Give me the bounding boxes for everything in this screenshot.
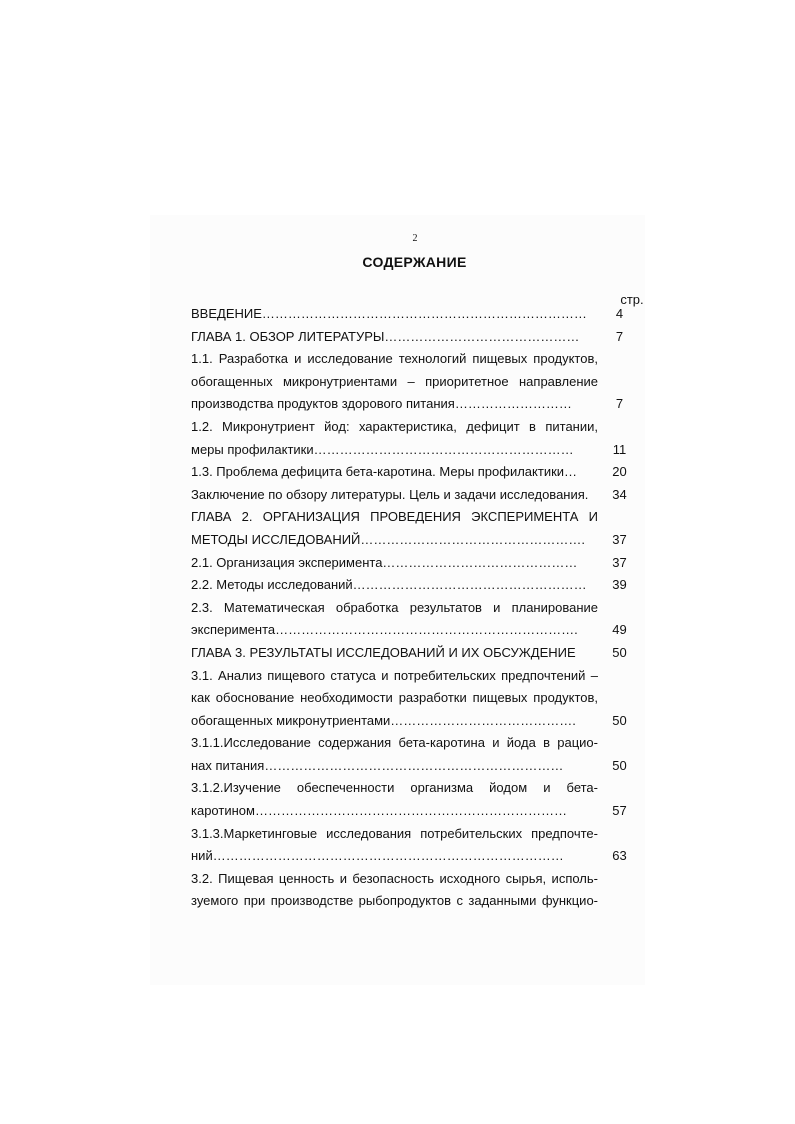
table-of-contents: [191, 303, 641, 913]
toc-page-number: 37: [612, 554, 627, 570]
toc-entry-line: ГЛАВА 2. ОРГАНИЗАЦИЯ ПРОВЕДЕНИЯ ЭКСПЕРИМЕНТА И: [191, 509, 598, 525]
toc-page-number: 37: [612, 531, 627, 547]
toc-entry-1-2: [191, 416, 641, 461]
toc-page-number: 4: [615, 306, 624, 321]
toc-entry-line: МЕТОДЫ ИССЛЕДОВАНИЙ…………………………………………….: [191, 531, 586, 547]
toc-entry-line: обогащенных микронутриентами…………………………………….: [191, 712, 576, 728]
toc-entry-chapter-3: [191, 642, 641, 665]
toc-entry-line: обогащенных микронутриентами – приоритетное направление: [191, 373, 598, 389]
toc-entry-line: 3.1. Анализ пищевого статуса и потребительских предпочтений –: [191, 667, 598, 683]
toc-page-number: 39: [612, 577, 627, 593]
toc-entry-line: 2.1. Организация эксперимента………………………………………: [191, 554, 578, 570]
page-title: СОДЕРЖАНИЕ: [362, 254, 467, 270]
toc-entry-2-3: [191, 597, 641, 642]
toc-entry-3-1-1: [191, 732, 641, 777]
toc-entry-2-1: [191, 552, 641, 575]
toc-page-number: 57: [612, 803, 627, 819]
toc-entry-line: Заключение по обзору литературы. Цель и задачи исследования.: [191, 486, 589, 502]
toc-entry-line: ний………………………………………………………………………: [191, 848, 564, 864]
toc-page-number: 50: [612, 712, 627, 728]
toc-entry-3-2: [191, 868, 641, 913]
toc-entry-3-1-3: [191, 823, 641, 868]
toc-page-number: 49: [612, 622, 627, 638]
page-column-label: стр.: [620, 292, 644, 307]
toc-entry-introduction: [191, 303, 641, 326]
toc-entry-3-1-2: [191, 777, 641, 822]
toc-entry-2-2: [191, 574, 641, 597]
toc-entry-line: нах питания……………………………………………………………: [191, 757, 564, 773]
toc-entry-chapter-1: [191, 326, 641, 349]
toc-entry-line: производства продуктов здорового питания………………………: [191, 396, 572, 412]
toc-entry-1-3: [191, 461, 641, 484]
toc-entry-line: 3.2. Пищевая ценность и безопасность исходного сырья, исполь-: [191, 870, 598, 886]
toc-entry-line: каротином………………………………………………………………: [191, 803, 567, 819]
page-number: 2: [412, 233, 418, 244]
toc-entry-3-1: [191, 665, 641, 733]
toc-entry-line: 2.2. Методы исследований………………………………………………: [191, 577, 587, 593]
toc-entry-line: 3.1.1.Исследование содержания бета-каротина и йода в рацио-: [191, 735, 598, 751]
toc-entry-line: 1.3. Проблема дефицита бета-каротина. Меры профилактики…: [191, 464, 578, 480]
toc-page-number: 50: [612, 644, 627, 660]
toc-entry-line: ВВЕДЕНИЕ…………………………………………………………………: [191, 306, 587, 321]
toc-entry-line: 3.1.2.Изучение обеспеченности организма йодом и бета-: [191, 780, 598, 796]
toc-entry-line: эксперимента…………………………………………………………….: [191, 622, 578, 638]
toc-entry-line: 1.2. Микронутриент йод: характеристика, дефицит в питании,: [191, 418, 598, 434]
toc-entry-line: ГЛАВА 1. ОБЗОР ЛИТЕРАТУРЫ………………………………………: [191, 328, 580, 344]
toc-entry-line: 1.1. Разработка и исследование технологий пищевых продуктов,: [191, 351, 598, 367]
toc-entry-line: 3.1.3.Маркетинговые исследования потребительских предпочте-: [191, 825, 598, 841]
toc-page-number: 7: [615, 396, 624, 412]
toc-entry-line: ГЛАВА 3. РЕЗУЛЬТАТЫ ИССЛЕДОВАНИЙ И ИХ ОБСУЖДЕНИЕ: [191, 644, 576, 660]
toc-entry-chapter-2: [191, 506, 641, 551]
toc-entry-line: меры профилактики……………………………………………………: [191, 441, 574, 457]
toc-entry-line: зуемого при производстве рыбопродуктов с заданными функцио-: [191, 893, 598, 909]
toc-page-number: 63: [612, 848, 627, 864]
toc-entry-1-1: [191, 348, 641, 416]
toc-page-number: 20: [612, 464, 627, 480]
toc-entry-literature-conclusion: [191, 484, 641, 507]
toc-page-number: 7: [615, 328, 624, 344]
toc-page-number: 11: [612, 441, 627, 457]
toc-page-number: 34: [612, 486, 627, 502]
toc-entry-line: 2.3. Математическая обработка результатов и планирование: [191, 599, 598, 615]
toc-entry-line: как обоснование необходимости разработки пищевых продуктов,: [191, 690, 598, 706]
toc-page-number: 50: [612, 757, 627, 773]
